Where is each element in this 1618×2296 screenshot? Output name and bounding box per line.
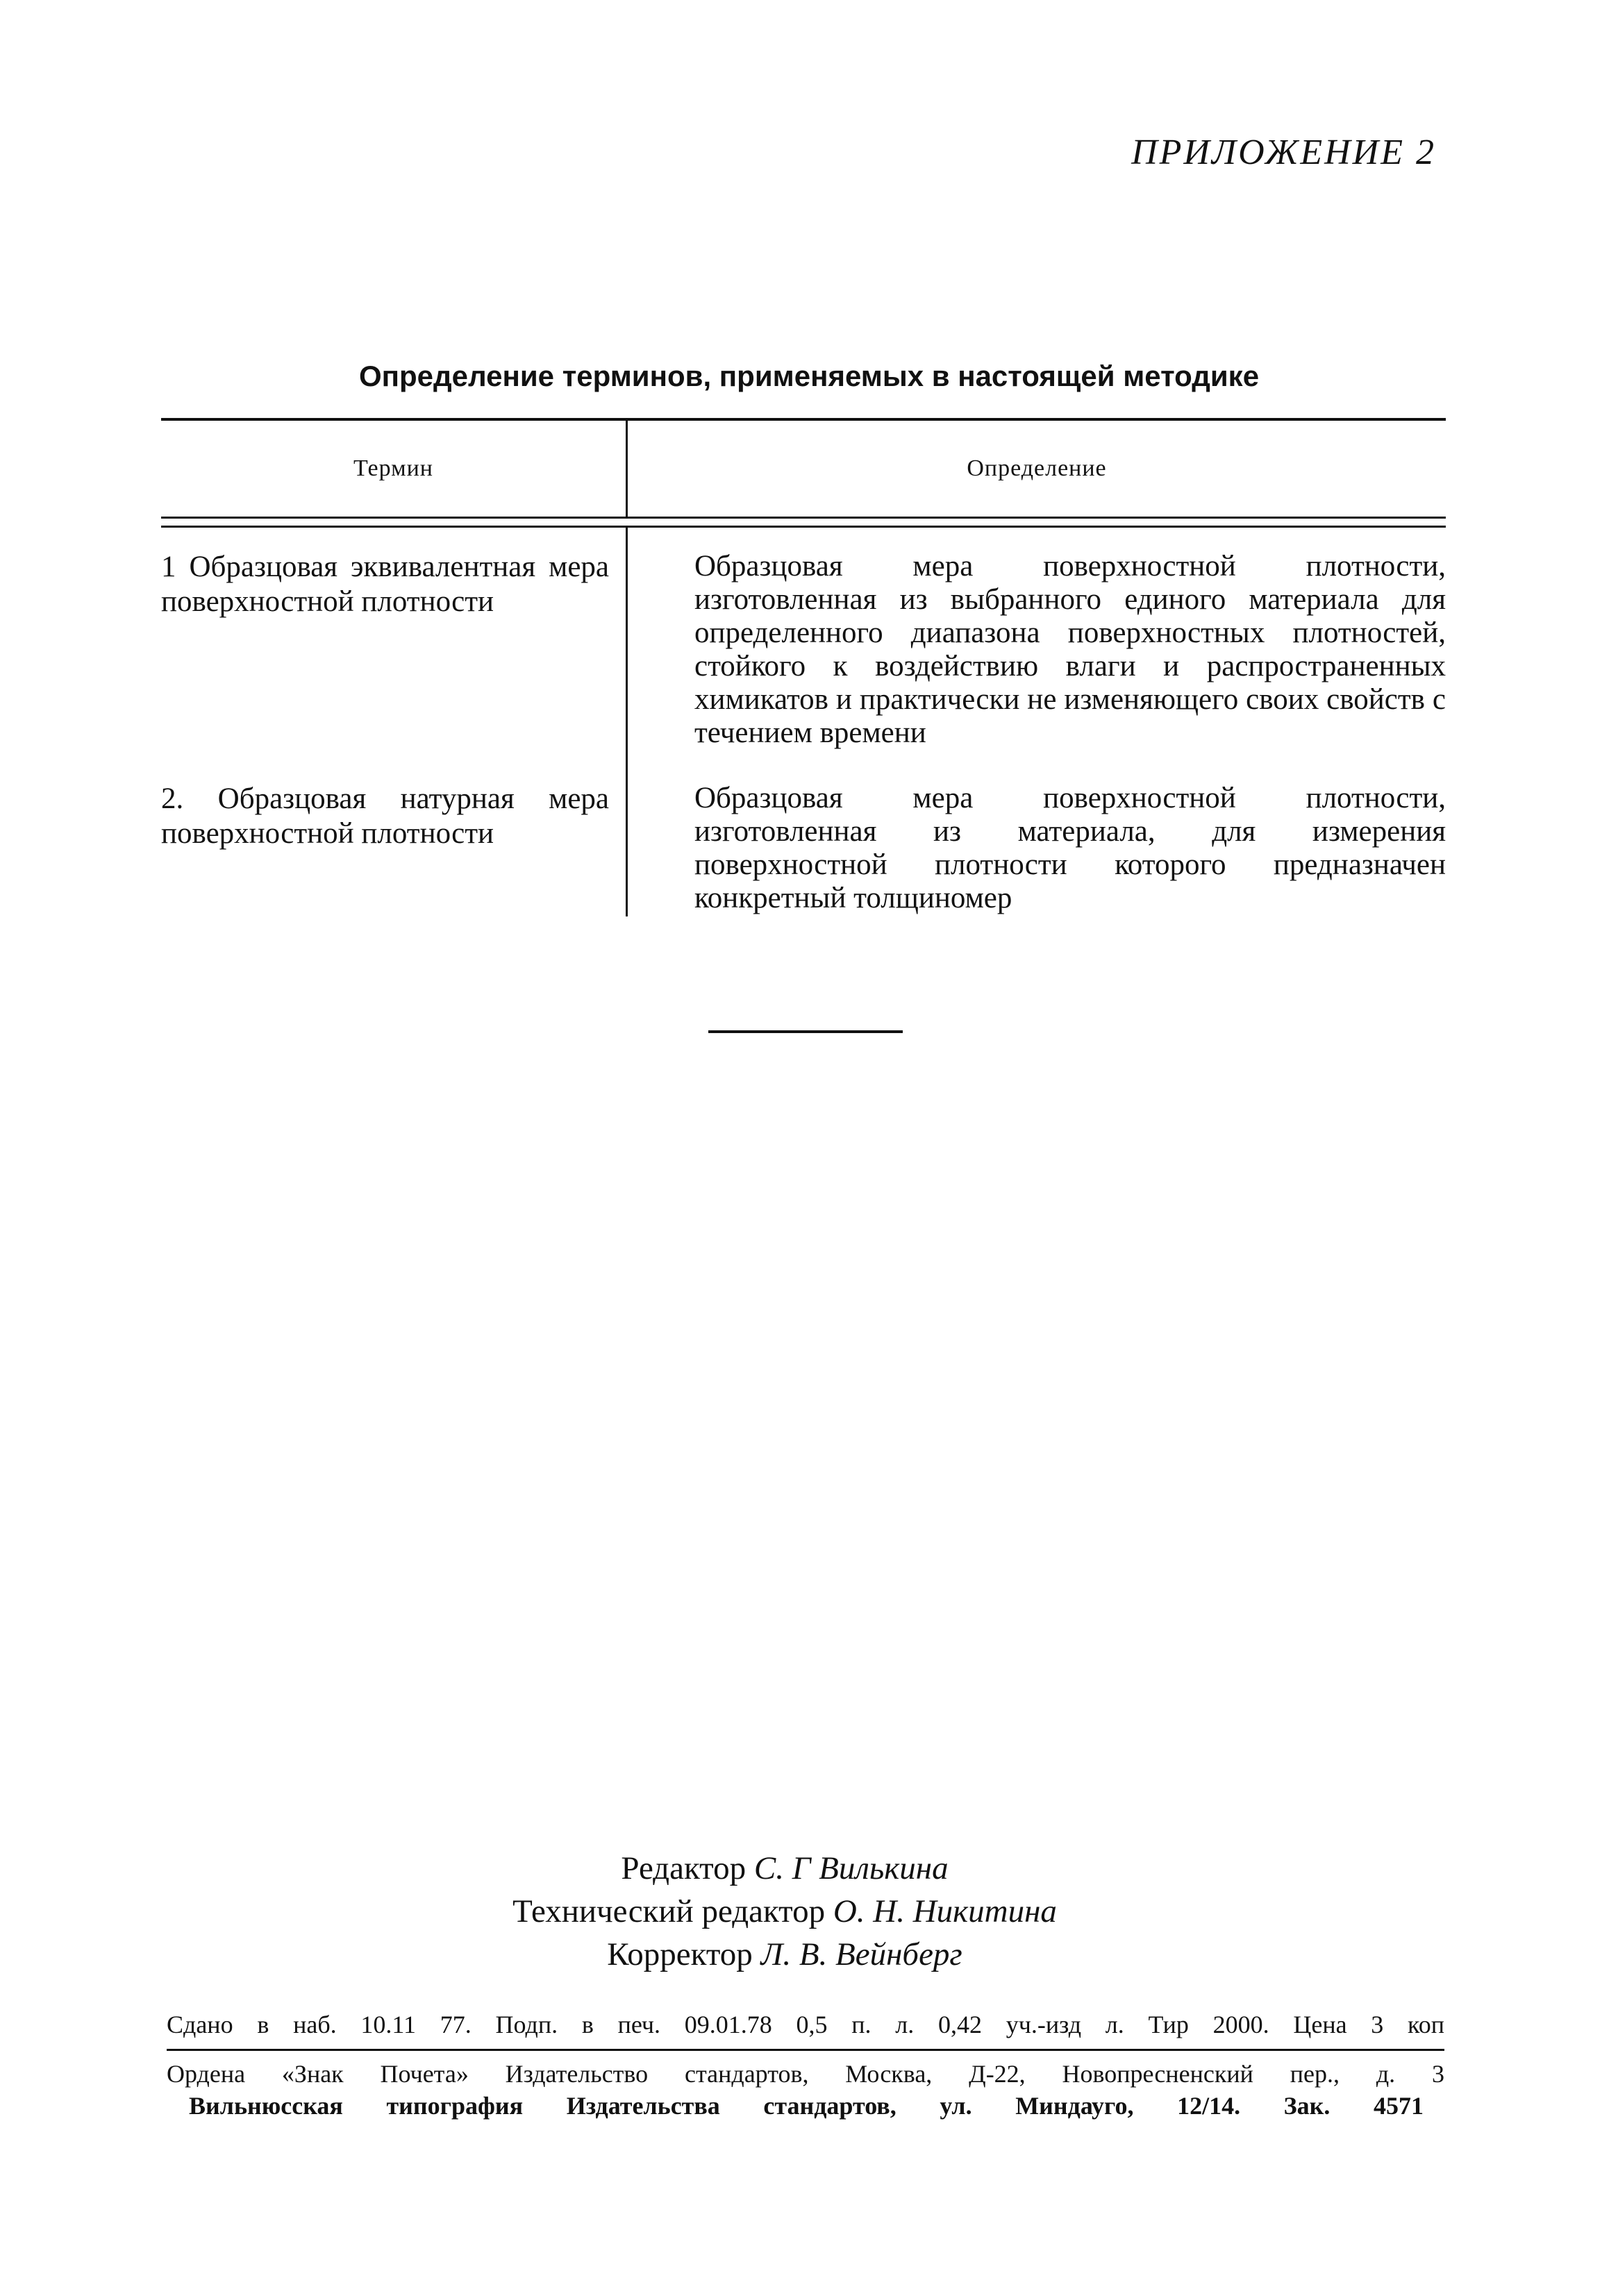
table-row	[161, 528, 1446, 760]
credit-role: Технический редактор	[512, 1893, 826, 1929]
imprint-block	[167, 2010, 1444, 2122]
table-header-double-rule	[161, 517, 1446, 528]
table-header-row	[161, 421, 1446, 517]
header-definition: Определение	[967, 455, 1107, 481]
document-title: Определение терминов, применяемых в настоящей методике	[358, 360, 1260, 392]
definition-cell: Образцовая мера поверхностной плотности, изготовленная из материала, для измерения поверхностной плотности которого предназначен конкретный толщиномер	[694, 782, 1446, 914]
credit-name: Л. В. Вейнберг	[760, 1936, 962, 1972]
term-cell: 1 Образцовая эквивалентная мера поверхностной плотности	[161, 528, 628, 760]
imprint-print-info: Сдано в наб. 10.11 77. Подп. в печ. 09.01.78 0,5 п. л. 0,42 уч.-изд л. Тир 2000. Цена 3 коп	[167, 2011, 1444, 2038]
definition-cell: Образцовая мера поверхностной плотности, изготовленная из выбранного единого материала для определенного диапазона поверхностных плотностей, стойкого к воздействию влаги и распространенных химикатов и практически не изменяющего своих свойств с течением времени	[694, 550, 1446, 749]
table-row	[161, 760, 1446, 916]
credit-name: О. Н. Никитина	[833, 1893, 1057, 1929]
credits-block	[486, 1847, 1083, 1976]
credit-name: С. Г Вилькина	[753, 1850, 949, 1886]
appendix-label: ПРИЛОЖЕНИЕ 2	[1131, 133, 1436, 172]
credit-editor	[486, 1847, 1083, 1890]
section-divider	[708, 1030, 903, 1033]
imprint-rule	[167, 2049, 1444, 2051]
header-term: Термин	[161, 421, 628, 517]
credit-proofreader	[486, 1933, 1083, 1976]
imprint-printing-house: Вильнюсская типография Издательства стандартов, ул. Миндауго, 12/14. Зак. 4571	[189, 2092, 1424, 2120]
terms-table	[161, 418, 1446, 916]
credit-technical-editor	[486, 1890, 1083, 1933]
credit-role: Корректор	[607, 1936, 753, 1972]
credit-role: Редактор	[621, 1850, 747, 1886]
imprint-publisher: Ордена «Знак Почета» Издательство стандартов, Москва, Д-22, Новопресненский пер., д. 3	[167, 2060, 1444, 2088]
term-cell: 2. Образцовая натурная мера поверхностной плотности	[161, 760, 628, 916]
